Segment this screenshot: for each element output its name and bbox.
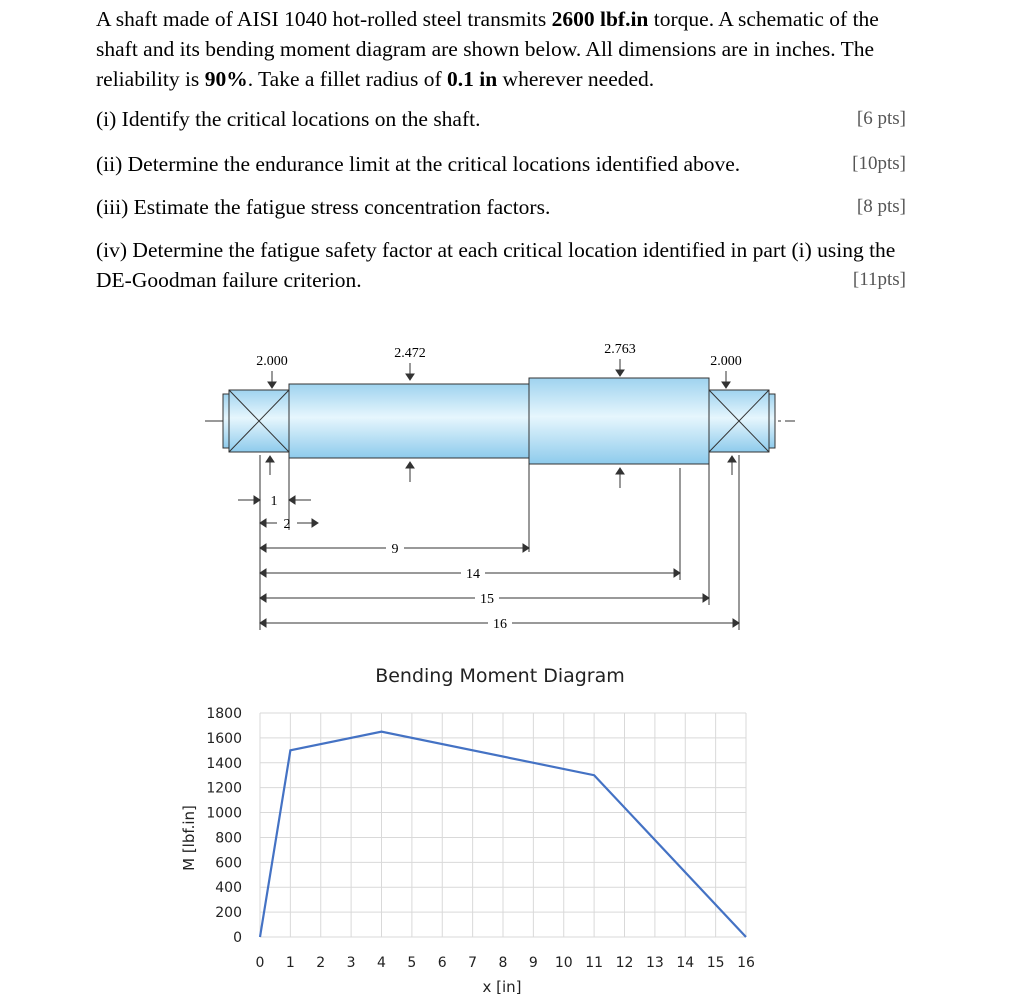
intro-text: wherever needed. [497, 67, 655, 91]
emphasized-value: 0.1 in [446, 67, 498, 91]
x-tick-label: 5 [407, 955, 417, 971]
dimension-label: 1 [270, 494, 278, 509]
question-text: (ii) Determine the endurance limit at the critical locations identified above. [96, 152, 741, 176]
x-tick-label: 1 [285, 955, 295, 971]
y-tick-labels [206, 706, 242, 946]
bending-moment-chart [170, 660, 790, 1000]
y-tick-label: 600 [215, 855, 242, 872]
x-tick-label: 9 [528, 955, 538, 971]
emphasized-value: 2600 lbf.in [551, 7, 649, 31]
y-tick-label: 400 [215, 880, 242, 897]
x-tick-label: 4 [377, 955, 386, 971]
dimension-label: 14 [466, 567, 480, 582]
dimension-label: 9 [391, 542, 399, 557]
question-1 [96, 104, 906, 149]
y-tick-label: 1600 [206, 730, 242, 747]
left-end-stub [223, 394, 229, 448]
x-tick-label: 7 [468, 955, 478, 971]
x-tick-label: 16 [737, 955, 755, 971]
dimension-label: 2 [283, 517, 291, 532]
y-axis-label: M [lbf.in] [180, 805, 198, 871]
y-tick-label: 1800 [206, 706, 242, 722]
intro-text: . Take a fillet radius of [247, 67, 447, 91]
problem-intro [96, 4, 906, 94]
x-tick-label: 6 [437, 955, 447, 971]
question-text: (iv) Determine the fatigue safety factor at each critical location identified in part (i) using the DE-Goodman failure criterion. [96, 238, 896, 292]
y-tick-label: 200 [215, 905, 242, 922]
dimension-lines [238, 496, 739, 627]
x-tick-label: 14 [676, 955, 695, 971]
intro-text: A shaft made of AISI 1040 hot-rolled steel transmits [96, 7, 552, 31]
x-tick-label: 11 [585, 955, 604, 971]
shaft-section-2763 [529, 378, 709, 464]
chart-title: Bending Moment Diagram [375, 665, 625, 687]
chart-grid [260, 713, 746, 937]
question-text: (i) Identify the critical locations on the shaft. [96, 107, 481, 131]
intro-text: torque. A schematic of the shaft and its bending moment diagram are shown below. All dimensions are in inches. The reliability is [96, 7, 879, 91]
x-tick-labels [256, 955, 755, 971]
question-text: (iii) Estimate the fatigue stress concentration factors. [96, 195, 551, 219]
y-tick-label: 1200 [206, 780, 242, 797]
points-label: [6 pts] [856, 108, 906, 129]
y-tick-label: 1000 [206, 805, 242, 822]
points-label: [8 pts] [856, 196, 906, 217]
extension-lines [260, 455, 739, 630]
y-tick-label: 1400 [206, 755, 242, 772]
x-tick-label: 10 [554, 955, 573, 971]
x-tick-label: 3 [346, 955, 356, 971]
diameter-label: 2.000 [256, 354, 288, 369]
y-tick-label: 0 [233, 930, 242, 946]
shaft-section-2472 [289, 384, 529, 458]
diameter-label: 2.763 [604, 342, 636, 357]
points-label: [10pts] [852, 153, 906, 174]
y-tick-label: 800 [215, 830, 242, 847]
points-label: [11pts] [852, 269, 906, 290]
emphasized-value: 90% [204, 67, 248, 91]
x-tick-label: 2 [316, 955, 326, 971]
problem-statement [96, 4, 906, 295]
dimension-label: 16 [493, 617, 507, 632]
shaft-schematic [190, 330, 810, 640]
x-axis-label: x [in] [482, 978, 522, 996]
question-3 [96, 192, 906, 235]
x-tick-label: 12 [615, 955, 634, 971]
x-tick-label: 8 [498, 955, 508, 971]
dimension-label: 15 [480, 592, 494, 607]
x-tick-label: 15 [706, 955, 725, 971]
diameter-label: 2.472 [394, 346, 426, 361]
question-4 [96, 235, 906, 295]
right-end-stub [769, 394, 775, 448]
question-2 [96, 149, 906, 192]
x-tick-label: 0 [255, 955, 265, 971]
diameter-label: 2.000 [710, 354, 742, 369]
x-tick-label: 13 [645, 955, 664, 971]
